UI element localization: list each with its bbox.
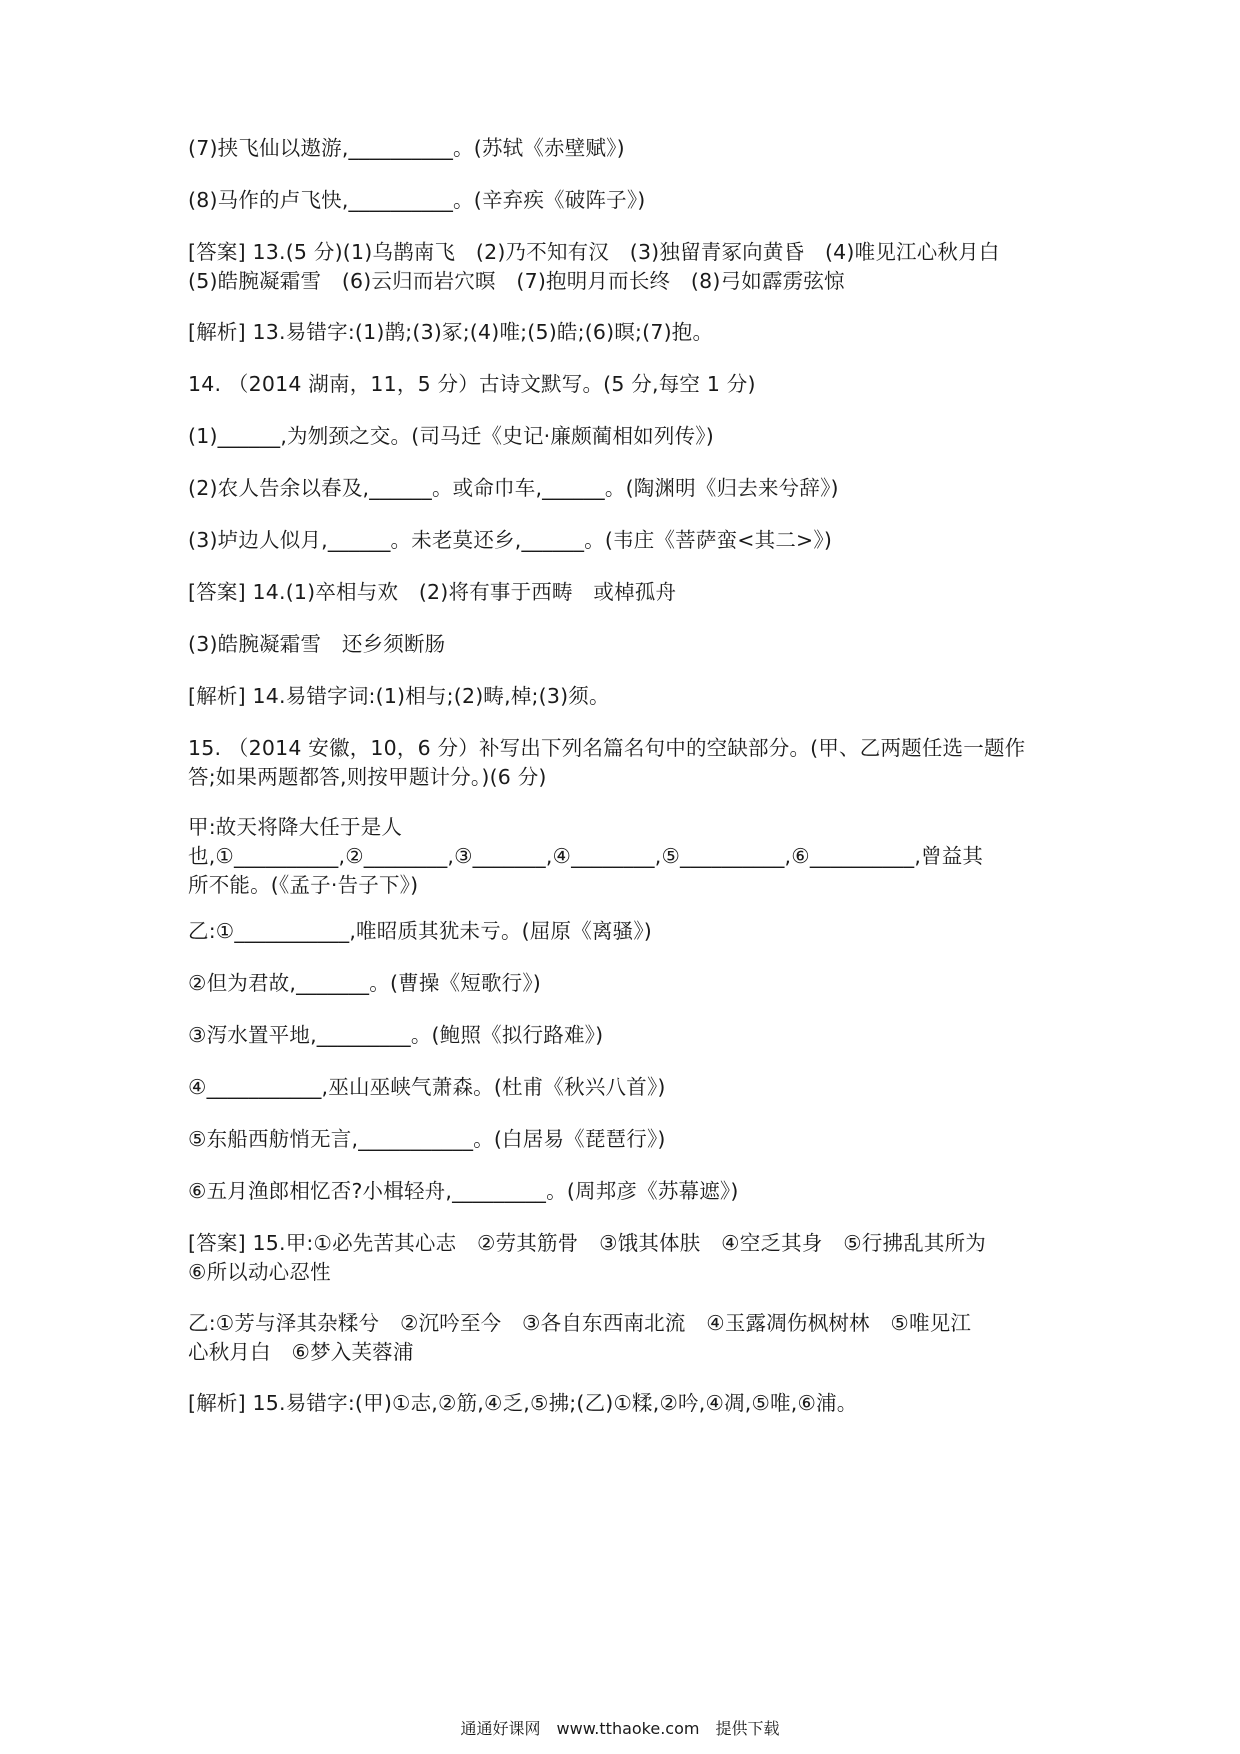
question-14-item-1: (1)______,为刎颈之交。(司马迁《史记·廉颇蔺相如列传》)	[188, 424, 714, 448]
question-14-answer: [答案] 14.(1)卒相与欢 (2)将有事于西畴 或棹孤舟	[188, 580, 677, 604]
question-15-yi-item-2: ②但为君故,_______。(曹操《短歌行》)	[188, 971, 541, 995]
question-15-yi-item-4: ④___________,巫山巫峡气萧森。(杜甫《秋兴八首》)	[188, 1075, 666, 1099]
question-15-answer-yi: 乙:①芳与泽其杂糅兮 ②沉吟至今 ③各自东西南北流 ④玉露凋伤枫树林 ⑤唯见江 心秋月白 ⑥梦入芙蓉浦	[188, 1311, 972, 1364]
question-14-item-2: (2)农人告余以春及,______。或命巾车,______。(陶渊明《归去来兮辞》)	[188, 476, 839, 500]
question-13-line-7: (7)挟飞仙以遨游,__________。(苏轼《赤壁赋》)	[188, 136, 625, 160]
question-13-analysis: [解析] 13.易错字:(1)鹊;(3)冢;(4)唯;(5)皓;(6)暝;(7)抱。	[188, 320, 714, 344]
question-14-item-3: (3)垆边人似月,______。未老莫还乡,______。(韦庄《菩萨蛮<其二>》)	[188, 528, 833, 552]
page-footer: 通通好课网 www.tthaoke.com 提供下载	[460, 1719, 780, 1738]
question-15-jia: 甲:故天将降大任于是人 也,①__________,②________,③_______,④________,⑤__________,⑥__________,曾益其 所不能。(《孟子·告子下》)	[188, 815, 984, 897]
question-14-answer-continued: (3)皓腕凝霜雪 还乡须断肠	[188, 632, 446, 656]
question-15-yi-item-1: 乙:①___________,唯昭质其犹未亏。(屈原《离骚》)	[188, 919, 652, 943]
question-15-analysis: [解析] 15.易错字:(甲)①志,②筋,④乏,⑤拂;(乙)①糅,②吟,④凋,⑤唯,⑥浦。	[188, 1391, 858, 1415]
question-15-title: 15. （2014 安徽，10，6 分）补写出下列名篇名句中的空缺部分。(甲、乙两题任选一题作 答;如果两题都答,则按甲题计分。)(6 分)	[188, 736, 1026, 789]
question-15-answer-jia: [答案] 15.甲:①必先苦其心志 ②劳其筋骨 ③饿其体肤 ④空乏其身 ⑤行拂乱其所为 ⑥所以动心忍性	[188, 1231, 987, 1284]
question-15-yi-item-6: ⑥五月渔郎相忆否?小楫轻舟,_________。(周邦彦《苏幕遮》)	[188, 1179, 739, 1203]
question-13-line-8: (8)马作的卢飞快,__________。(辛弃疾《破阵子》)	[188, 188, 646, 212]
question-14-analysis: [解析] 14.易错字词:(1)相与;(2)畴,棹;(3)须。	[188, 684, 610, 708]
question-13-answer: [答案] 13.(5 分)(1)乌鹊南飞 (2)乃不知有汉 (3)独留青冢向黄昏 (4)唯见江心秋月白 (5)皓腕凝霜雪 (6)云归而岩穴暝 (7)抱明月而长终 (8)弓如霹雳弦惊	[188, 240, 1000, 293]
question-14-title: 14. （2014 湖南，11，5 分）古诗文默写。(5 分,每空 1 分)	[188, 372, 756, 396]
question-15-yi-item-5: ⑤东船西舫悄无言,___________。(白居易《琵琶行》)	[188, 1127, 666, 1151]
question-15-yi-item-3: ③泻水置平地,_________。(鲍照《拟行路难》)	[188, 1023, 604, 1047]
